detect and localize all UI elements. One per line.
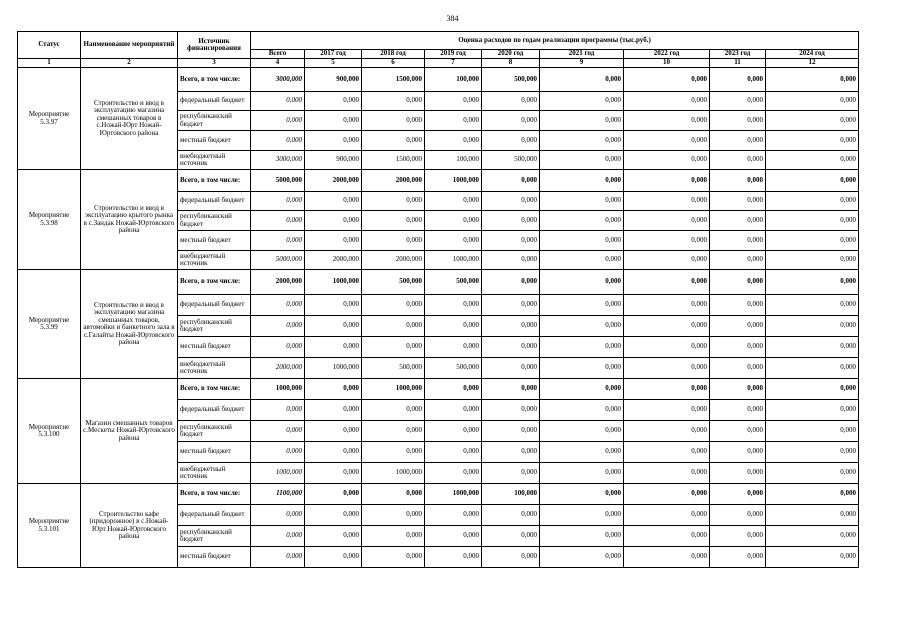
value-cell: 0,000 <box>624 442 710 463</box>
value-cell: 1000,000 <box>425 170 482 192</box>
value-cell: 0,000 <box>305 379 362 400</box>
value-cell: 0,000 <box>425 111 482 131</box>
value-cell: 0,000 <box>766 270 859 295</box>
value-cell: 0,000 <box>710 231 766 251</box>
value-cell: 0,000 <box>624 400 710 421</box>
value-cell: 0,000 <box>540 379 624 400</box>
source-cell: федеральный бюджет <box>178 505 251 526</box>
value-cell: 0,000 <box>251 547 305 568</box>
value-cell: 0,000 <box>482 337 540 358</box>
value-cell: 0,000 <box>251 92 305 111</box>
value-cell: 1100,000 <box>251 484 305 505</box>
header-year: 2020 год <box>482 50 540 59</box>
value-cell: 0,000 <box>251 111 305 131</box>
value-cell: 1000,000 <box>362 379 425 400</box>
value-cell: 0,000 <box>482 442 540 463</box>
value-cell: 0,000 <box>251 131 305 151</box>
value-cell: 0,000 <box>425 295 482 316</box>
column-number: 8 <box>482 59 540 68</box>
source-cell: федеральный бюджет <box>178 192 251 211</box>
value-cell: 0,000 <box>710 400 766 421</box>
value-cell: 0,000 <box>710 442 766 463</box>
value-cell: 0,000 <box>540 170 624 192</box>
source-cell: федеральный бюджет <box>178 400 251 421</box>
value-cell: 100,000 <box>425 151 482 170</box>
status-cell: Мероприятие 5.3.100 <box>18 379 81 484</box>
value-cell: 0,000 <box>710 131 766 151</box>
value-cell: 0,000 <box>624 68 710 92</box>
value-cell: 1500,000 <box>362 151 425 170</box>
source-cell: внебюджетный источник <box>178 251 251 270</box>
value-cell: 0,000 <box>540 358 624 379</box>
value-cell: 2000,000 <box>305 170 362 192</box>
value-cell: 0,000 <box>624 251 710 270</box>
value-cell: 0,000 <box>482 111 540 131</box>
value-cell: 0,000 <box>482 316 540 337</box>
value-cell: 0,000 <box>305 192 362 211</box>
value-cell: 500,000 <box>425 270 482 295</box>
value-cell: 0,000 <box>251 442 305 463</box>
source-cell: республиканский бюджет <box>178 111 251 131</box>
value-cell: 0,000 <box>624 111 710 131</box>
value-cell: 0,000 <box>710 379 766 400</box>
value-cell: 0,000 <box>710 316 766 337</box>
value-cell: 0,000 <box>540 463 624 484</box>
value-cell: 0,000 <box>362 211 425 231</box>
value-cell: 3000,000 <box>251 68 305 92</box>
value-cell: 0,000 <box>482 192 540 211</box>
value-cell: 0,000 <box>362 505 425 526</box>
value-cell: 0,000 <box>540 192 624 211</box>
value-cell: 0,000 <box>766 131 859 151</box>
measure-name-cell: Строительство и ввод в эксплуатацию магазина смешанных товаров в с.Ножай-Юрт Ножай-Юртовского района <box>81 68 178 170</box>
value-cell: 0,000 <box>766 92 859 111</box>
value-cell: 0,000 <box>710 192 766 211</box>
value-cell: 0,000 <box>425 131 482 151</box>
source-cell: Всего, в том числе: <box>178 379 251 400</box>
value-cell: 0,000 <box>540 316 624 337</box>
source-cell: федеральный бюджет <box>178 92 251 111</box>
table-row <box>18 484 859 505</box>
status-cell: Мероприятие 5.3.99 <box>18 270 81 379</box>
value-cell: 0,000 <box>251 526 305 547</box>
value-cell: 0,000 <box>425 337 482 358</box>
value-cell: 2000,000 <box>305 251 362 270</box>
value-cell: 0,000 <box>482 211 540 231</box>
value-cell: 0,000 <box>251 421 305 442</box>
value-cell: 1000,000 <box>305 358 362 379</box>
value-cell: 0,000 <box>482 526 540 547</box>
source-cell: республиканский бюджет <box>178 316 251 337</box>
value-cell: 0,000 <box>425 316 482 337</box>
value-cell: 0,000 <box>624 379 710 400</box>
value-cell: 5000,000 <box>251 251 305 270</box>
value-cell: 0,000 <box>362 421 425 442</box>
value-cell: 0,000 <box>540 295 624 316</box>
value-cell: 0,000 <box>624 211 710 231</box>
value-cell: 0,000 <box>482 463 540 484</box>
column-number: 1 <box>18 59 81 68</box>
value-cell: 0,000 <box>425 442 482 463</box>
value-cell: 1000,000 <box>305 270 362 295</box>
value-cell: 0,000 <box>624 151 710 170</box>
value-cell: 0,000 <box>766 421 859 442</box>
status-cell: Мероприятие 5.3.101 <box>18 484 81 568</box>
value-cell: 0,000 <box>766 251 859 270</box>
value-cell: 0,000 <box>305 442 362 463</box>
value-cell: 0,000 <box>540 111 624 131</box>
value-cell: 0,000 <box>624 295 710 316</box>
value-cell: 0,000 <box>305 484 362 505</box>
value-cell: 0,000 <box>624 463 710 484</box>
value-cell: 0,000 <box>624 337 710 358</box>
header-year: 2023 год <box>710 50 766 59</box>
source-cell: местный бюджет <box>178 547 251 568</box>
value-cell: 5000,000 <box>251 170 305 192</box>
value-cell: 0,000 <box>362 547 425 568</box>
value-cell: 0,000 <box>540 421 624 442</box>
value-cell: 0,000 <box>766 295 859 316</box>
table-row <box>18 170 859 192</box>
value-cell: 0,000 <box>710 463 766 484</box>
value-cell: 0,000 <box>540 231 624 251</box>
value-cell: 0,000 <box>305 421 362 442</box>
value-cell: 0,000 <box>305 547 362 568</box>
column-number: 7 <box>425 59 482 68</box>
value-cell: 0,000 <box>482 295 540 316</box>
value-cell: 0,000 <box>425 192 482 211</box>
measure-name-cell: Строительство и ввод в эксплуатацию магазина смешанных товаров, автомойки и банкетного зала в с.Галайты Ножай-Юртовского района <box>81 270 178 379</box>
value-cell: 0,000 <box>710 170 766 192</box>
measure-name-cell: Строительство и ввод в эксплуатацию крытого рынка в с.Зандак Ножай-Юртовского района <box>81 170 178 270</box>
value-cell: 0,000 <box>540 270 624 295</box>
value-cell: 0,000 <box>766 231 859 251</box>
value-cell: 1000,000 <box>425 484 482 505</box>
page-number: 384 <box>446 14 459 23</box>
value-cell: 0,000 <box>305 337 362 358</box>
value-cell: 100,000 <box>425 68 482 92</box>
source-cell: местный бюджет <box>178 231 251 251</box>
value-cell: 0,000 <box>362 526 425 547</box>
value-cell: 0,000 <box>766 463 859 484</box>
header-status: Статус <box>18 32 81 59</box>
value-cell: 0,000 <box>251 505 305 526</box>
source-cell: Всего, в том числе: <box>178 484 251 505</box>
value-cell: 0,000 <box>251 400 305 421</box>
value-cell: 0,000 <box>624 170 710 192</box>
status-cell: Мероприятие 5.3.97 <box>18 68 81 170</box>
value-cell: 0,000 <box>305 400 362 421</box>
value-cell: 0,000 <box>305 463 362 484</box>
value-cell: 0,000 <box>710 484 766 505</box>
value-cell: 0,000 <box>766 151 859 170</box>
value-cell: 1000,000 <box>251 379 305 400</box>
value-cell: 0,000 <box>482 358 540 379</box>
column-number: 5 <box>305 59 362 68</box>
value-cell: 0,000 <box>766 337 859 358</box>
source-cell: федеральный бюджет <box>178 295 251 316</box>
value-cell: 0,000 <box>766 358 859 379</box>
value-cell: 0,000 <box>624 192 710 211</box>
value-cell: 0,000 <box>766 170 859 192</box>
value-cell: 0,000 <box>624 231 710 251</box>
value-cell: 0,000 <box>482 131 540 151</box>
value-cell: 500,000 <box>482 151 540 170</box>
value-cell: 0,000 <box>766 526 859 547</box>
value-cell: 0,000 <box>766 379 859 400</box>
value-cell: 0,000 <box>540 442 624 463</box>
value-cell: 0,000 <box>766 505 859 526</box>
value-cell: 500,000 <box>362 270 425 295</box>
value-cell: 0,000 <box>482 231 540 251</box>
value-cell: 0,000 <box>482 251 540 270</box>
source-cell: Всего, в том числе: <box>178 270 251 295</box>
value-cell: 0,000 <box>362 442 425 463</box>
measure-name-cell: Магазин смешанных товаров с.Мескеты Ножай-Юртовского района <box>81 379 178 484</box>
value-cell: 0,000 <box>710 68 766 92</box>
value-cell: 0,000 <box>482 547 540 568</box>
value-cell: 0,000 <box>710 358 766 379</box>
value-cell: 100,000 <box>482 484 540 505</box>
value-cell: 0,000 <box>482 170 540 192</box>
header-year: Всего <box>251 50 305 59</box>
value-cell: 0,000 <box>251 337 305 358</box>
value-cell: 0,000 <box>766 442 859 463</box>
value-cell: 2000,000 <box>362 170 425 192</box>
value-cell: 0,000 <box>305 131 362 151</box>
value-cell: 0,000 <box>305 111 362 131</box>
value-cell: 0,000 <box>362 316 425 337</box>
header-year: 2018 год <box>362 50 425 59</box>
value-cell: 3000,000 <box>251 151 305 170</box>
source-cell: местный бюджет <box>178 131 251 151</box>
value-cell: 0,000 <box>710 92 766 111</box>
value-cell: 0,000 <box>540 92 624 111</box>
value-cell: 0,000 <box>540 484 624 505</box>
value-cell: 0,000 <box>482 379 540 400</box>
value-cell: 0,000 <box>305 211 362 231</box>
source-cell: Всего, в том числе: <box>178 68 251 92</box>
header-year: 2019 год <box>425 50 482 59</box>
value-cell: 0,000 <box>710 295 766 316</box>
value-cell: 0,000 <box>624 547 710 568</box>
column-number: 6 <box>362 59 425 68</box>
value-cell: 0,000 <box>766 211 859 231</box>
value-cell: 2000,000 <box>362 251 425 270</box>
source-cell: республиканский бюджет <box>178 421 251 442</box>
value-cell: 0,000 <box>482 92 540 111</box>
value-cell: 0,000 <box>540 400 624 421</box>
header-year: 2017 год <box>305 50 362 59</box>
table-row <box>18 379 859 400</box>
header-year: 2024 год <box>766 50 859 59</box>
value-cell: 500,000 <box>482 68 540 92</box>
column-number: 10 <box>624 59 710 68</box>
value-cell: 0,000 <box>362 484 425 505</box>
source-cell: внебюджетный источник <box>178 463 251 484</box>
value-cell: 0,000 <box>425 400 482 421</box>
status-cell: Мероприятие 5.3.98 <box>18 170 81 270</box>
value-cell: 0,000 <box>305 505 362 526</box>
value-cell: 2000,000 <box>251 358 305 379</box>
value-cell: 0,000 <box>540 211 624 231</box>
value-cell: 0,000 <box>482 270 540 295</box>
value-cell: 0,000 <box>425 231 482 251</box>
value-cell: 0,000 <box>710 251 766 270</box>
value-cell: 0,000 <box>251 231 305 251</box>
value-cell: 0,000 <box>425 547 482 568</box>
value-cell: 0,000 <box>362 295 425 316</box>
header-name: Наименование мероприятий <box>81 32 178 59</box>
value-cell: 900,000 <box>305 151 362 170</box>
value-cell: 0,000 <box>710 421 766 442</box>
value-cell: 0,000 <box>251 211 305 231</box>
value-cell: 0,000 <box>362 192 425 211</box>
value-cell: 0,000 <box>425 463 482 484</box>
value-cell: 0,000 <box>362 337 425 358</box>
value-cell: 0,000 <box>362 131 425 151</box>
source-cell: Всего, в том числе: <box>178 170 251 192</box>
value-cell: 1500,000 <box>362 68 425 92</box>
value-cell: 0,000 <box>540 547 624 568</box>
value-cell: 0,000 <box>362 111 425 131</box>
value-cell: 0,000 <box>624 484 710 505</box>
value-cell: 0,000 <box>766 400 859 421</box>
value-cell: 0,000 <box>624 526 710 547</box>
value-cell: 0,000 <box>710 151 766 170</box>
source-cell: республиканский бюджет <box>178 526 251 547</box>
value-cell: 0,000 <box>425 421 482 442</box>
value-cell: 0,000 <box>540 337 624 358</box>
table-row <box>18 270 859 295</box>
value-cell: 0,000 <box>710 547 766 568</box>
value-cell: 0,000 <box>710 526 766 547</box>
measure-name-cell: Строительство кафе (придорожное) в с.Ножай-Юрт Ножай-Юртовского района <box>81 484 178 568</box>
value-cell: 0,000 <box>766 316 859 337</box>
column-number: 4 <box>251 59 305 68</box>
value-cell: 0,000 <box>482 400 540 421</box>
value-cell: 500,000 <box>362 358 425 379</box>
value-cell: 500,000 <box>425 358 482 379</box>
value-cell: 0,000 <box>624 270 710 295</box>
header-year: 2021 год <box>540 50 624 59</box>
value-cell: 0,000 <box>305 231 362 251</box>
value-cell: 0,000 <box>305 526 362 547</box>
value-cell: 2000,000 <box>251 270 305 295</box>
value-cell: 0,000 <box>362 231 425 251</box>
value-cell: 0,000 <box>305 92 362 111</box>
value-cell: 0,000 <box>766 192 859 211</box>
value-cell: 1000,000 <box>251 463 305 484</box>
value-cell: 0,000 <box>251 295 305 316</box>
expenses-table <box>17 31 859 568</box>
value-cell: 0,000 <box>425 211 482 231</box>
value-cell: 0,000 <box>540 251 624 270</box>
source-cell: внебюджетный источник <box>178 151 251 170</box>
value-cell: 0,000 <box>766 547 859 568</box>
value-cell: 0,000 <box>251 192 305 211</box>
value-cell: 0,000 <box>482 421 540 442</box>
value-cell: 0,000 <box>624 358 710 379</box>
value-cell: 0,000 <box>362 92 425 111</box>
value-cell: 1000,000 <box>425 251 482 270</box>
value-cell: 0,000 <box>362 400 425 421</box>
value-cell: 0,000 <box>482 505 540 526</box>
value-cell: 0,000 <box>766 68 859 92</box>
value-cell: 0,000 <box>425 526 482 547</box>
value-cell: 0,000 <box>540 526 624 547</box>
value-cell: 0,000 <box>624 421 710 442</box>
value-cell: 0,000 <box>766 111 859 131</box>
column-number: 11 <box>710 59 766 68</box>
value-cell: 0,000 <box>710 211 766 231</box>
value-cell: 0,000 <box>540 151 624 170</box>
source-cell: внебюджетный источник <box>178 358 251 379</box>
column-number: 3 <box>178 59 251 68</box>
value-cell: 0,000 <box>251 316 305 337</box>
value-cell: 0,000 <box>624 131 710 151</box>
value-cell: 0,000 <box>425 92 482 111</box>
value-cell: 0,000 <box>305 295 362 316</box>
source-cell: республиканский бюджет <box>178 211 251 231</box>
value-cell: 1000,000 <box>362 463 425 484</box>
value-cell: 0,000 <box>710 337 766 358</box>
value-cell: 0,000 <box>540 68 624 92</box>
value-cell: 0,000 <box>540 131 624 151</box>
value-cell: 0,000 <box>624 316 710 337</box>
value-cell: 0,000 <box>425 379 482 400</box>
column-number: 2 <box>81 59 178 68</box>
value-cell: 0,000 <box>710 270 766 295</box>
value-cell: 0,000 <box>766 484 859 505</box>
value-cell: 0,000 <box>624 92 710 111</box>
table-row <box>18 68 859 92</box>
column-number: 12 <box>766 59 859 68</box>
source-cell: местный бюджет <box>178 442 251 463</box>
value-cell: 0,000 <box>425 505 482 526</box>
column-number: 9 <box>540 59 624 68</box>
value-cell: 0,000 <box>624 505 710 526</box>
value-cell: 0,000 <box>710 111 766 131</box>
value-cell: 900,000 <box>305 68 362 92</box>
value-cell: 0,000 <box>710 505 766 526</box>
value-cell: 0,000 <box>540 505 624 526</box>
header-year: 2022 год <box>624 50 710 59</box>
header-source: Источник финансирования <box>178 32 251 59</box>
header-estimate: Оценка расходов по годам реализации программы (тыс.руб.) <box>251 32 859 50</box>
source-cell: местный бюджет <box>178 337 251 358</box>
value-cell: 0,000 <box>305 316 362 337</box>
